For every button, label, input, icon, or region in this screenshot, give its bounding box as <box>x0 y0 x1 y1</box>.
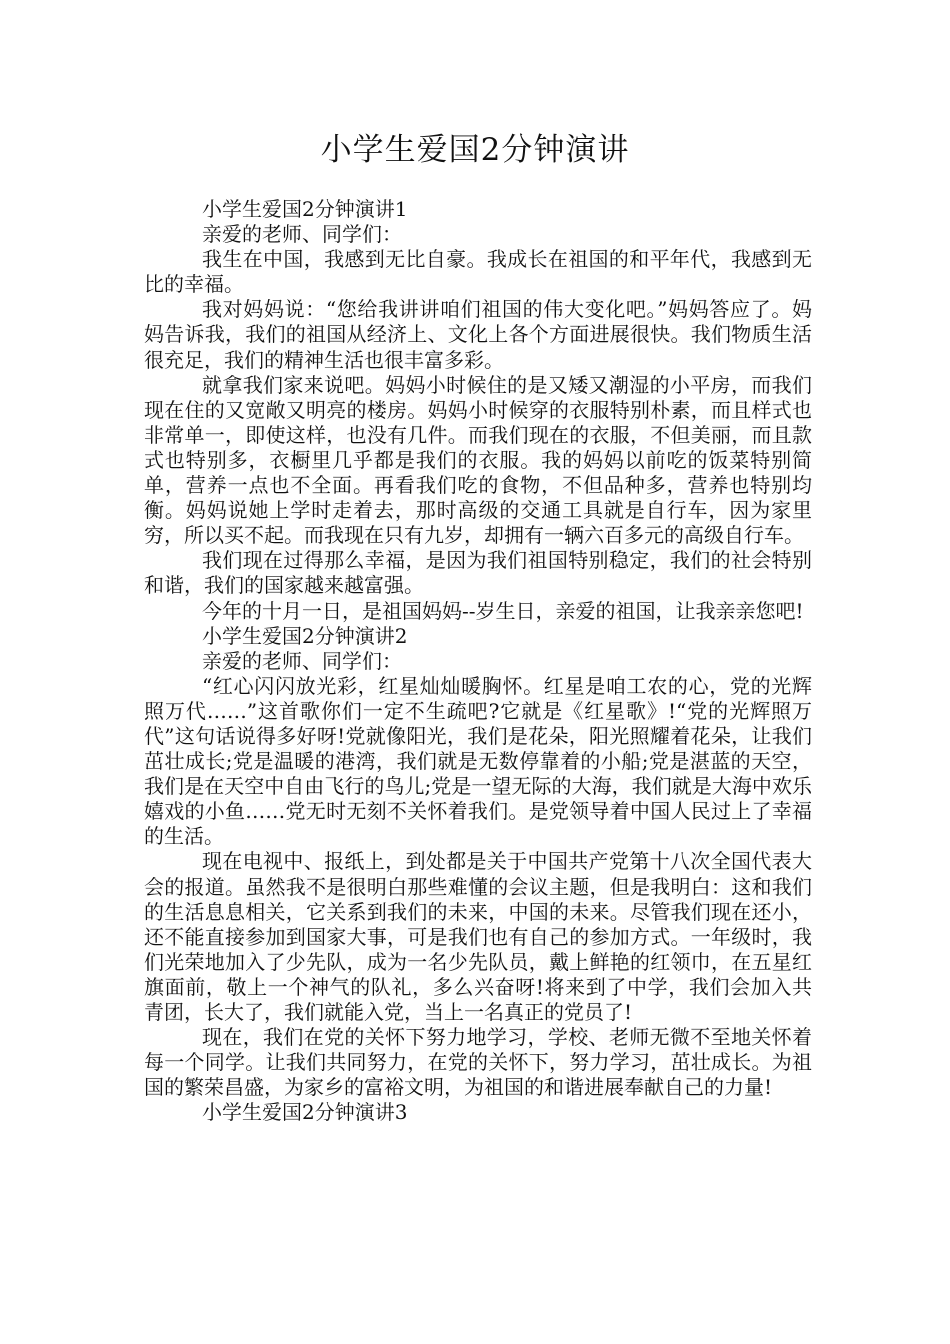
document-body <box>144 197 812 1125</box>
speech-heading-2: 小学生爱国2分钟演讲2 <box>202 623 408 648</box>
body-paragraph: 我对妈妈说：“您给我讲讲咱们祖国的伟大变化吧。”妈妈答应了。妈妈告诉我，我们的祖国从经济上、文化上各个方面进展很快。我们物质生活很充足，我们的精神生活也很丰富多彩。 <box>144 297 812 372</box>
salutation-1: 亲爱的老师、同学们： <box>202 222 402 247</box>
body-paragraph: 就拿我们家来说吧。妈妈小时候住的是又矮又潮湿的小平房，而我们现在住的又宽敞又明亮的楼房。妈妈小时候穿的衣服特别朴素，而且样式也非常单一，即使这样，也没有几件。而我们现在的衣服，不但美丽，而且款式也特别多，衣橱里几乎都是我们的衣服。我的妈妈以前吃的饭菜特别简单，营养一点也不全面。再看我们吃的食物，不但品种多，营养也特别均衡。妈妈说她上学时走着去，那时高级的交通工具就是自行车，因为家里穷，所以买不起。而我现在只有九岁，却拥有一辆六百多元的高级自行车。 <box>144 372 812 548</box>
body-paragraph: “红心闪闪放光彩，红星灿灿暖胸怀。红星是咱工农的心，党的光辉照万代……”这首歌你们一定不生疏吧?它就是《红星歌》!“党的光辉照万代”这句话说得多好呀!党就像阳光，我们是花朵，阳光照耀着花朵，让我们茁壮成长;党是温暖的港湾，我们就是无数停靠着的小船;党是湛蓝的天空，我们是在天空中自由飞行的鸟儿;党是一望无际的大海，我们就是大海中欢乐嬉戏的小鱼……党无时无刻不关怀着我们。是党领导着中国人民过上了幸福的生活。 <box>144 673 812 849</box>
document-title: 小学生爱国2分钟演讲 <box>320 132 630 168</box>
speech-heading-3: 小学生爱国2分钟演讲3 <box>202 1100 408 1125</box>
salutation-2: 亲爱的老师、同学们： <box>202 648 402 673</box>
body-paragraph: 我们现在过得那么幸福，是因为我们祖国特别稳定，我们的社会特别和谐，我们的国家越来越富强。 <box>144 548 812 598</box>
body-paragraph: 现在电视中、报纸上，到处都是关于中国共产党第十八次全国代表大会的报道。虽然我不是很明白那些难懂的会议主题，但是我明白：这和我们的生活息息相关，它关系到我们的未来，中国的未来。尽管我们现在还小，还不能直接参加到国家大事，可是我们也有自己的参加方式。一年级时，我们光荣地加入了少先队，成为一名少先队员，戴上鲜艳的红领巾，在五星红旗面前，敬上一个神气的队礼，多么兴奋呀!将来到了中学，我们会加入共青团，长大了，我们就能入党，当上一名真正的党员了! <box>144 849 812 1024</box>
body-paragraph: 现在，我们在党的关怀下努力地学习，学校、老师无微不至地关怀着每一个同学。让我们共同努力，在党的关怀下，努力学习，茁壮成长。为祖国的繁荣昌盛，为家乡的富裕文明，为祖国的和谐进展奉献自己的力量! <box>144 1025 812 1100</box>
body-paragraph: 今年的十月一日，是祖国妈妈--岁生日，亲爱的祖国，让我亲亲您吧! <box>202 598 804 623</box>
body-paragraph: 我生在中国，我感到无比自豪。我成长在祖国的和平年代，我感到无比的幸福。 <box>144 247 812 297</box>
speech-heading-1: 小学生爱国2分钟演讲1 <box>202 197 408 221</box>
